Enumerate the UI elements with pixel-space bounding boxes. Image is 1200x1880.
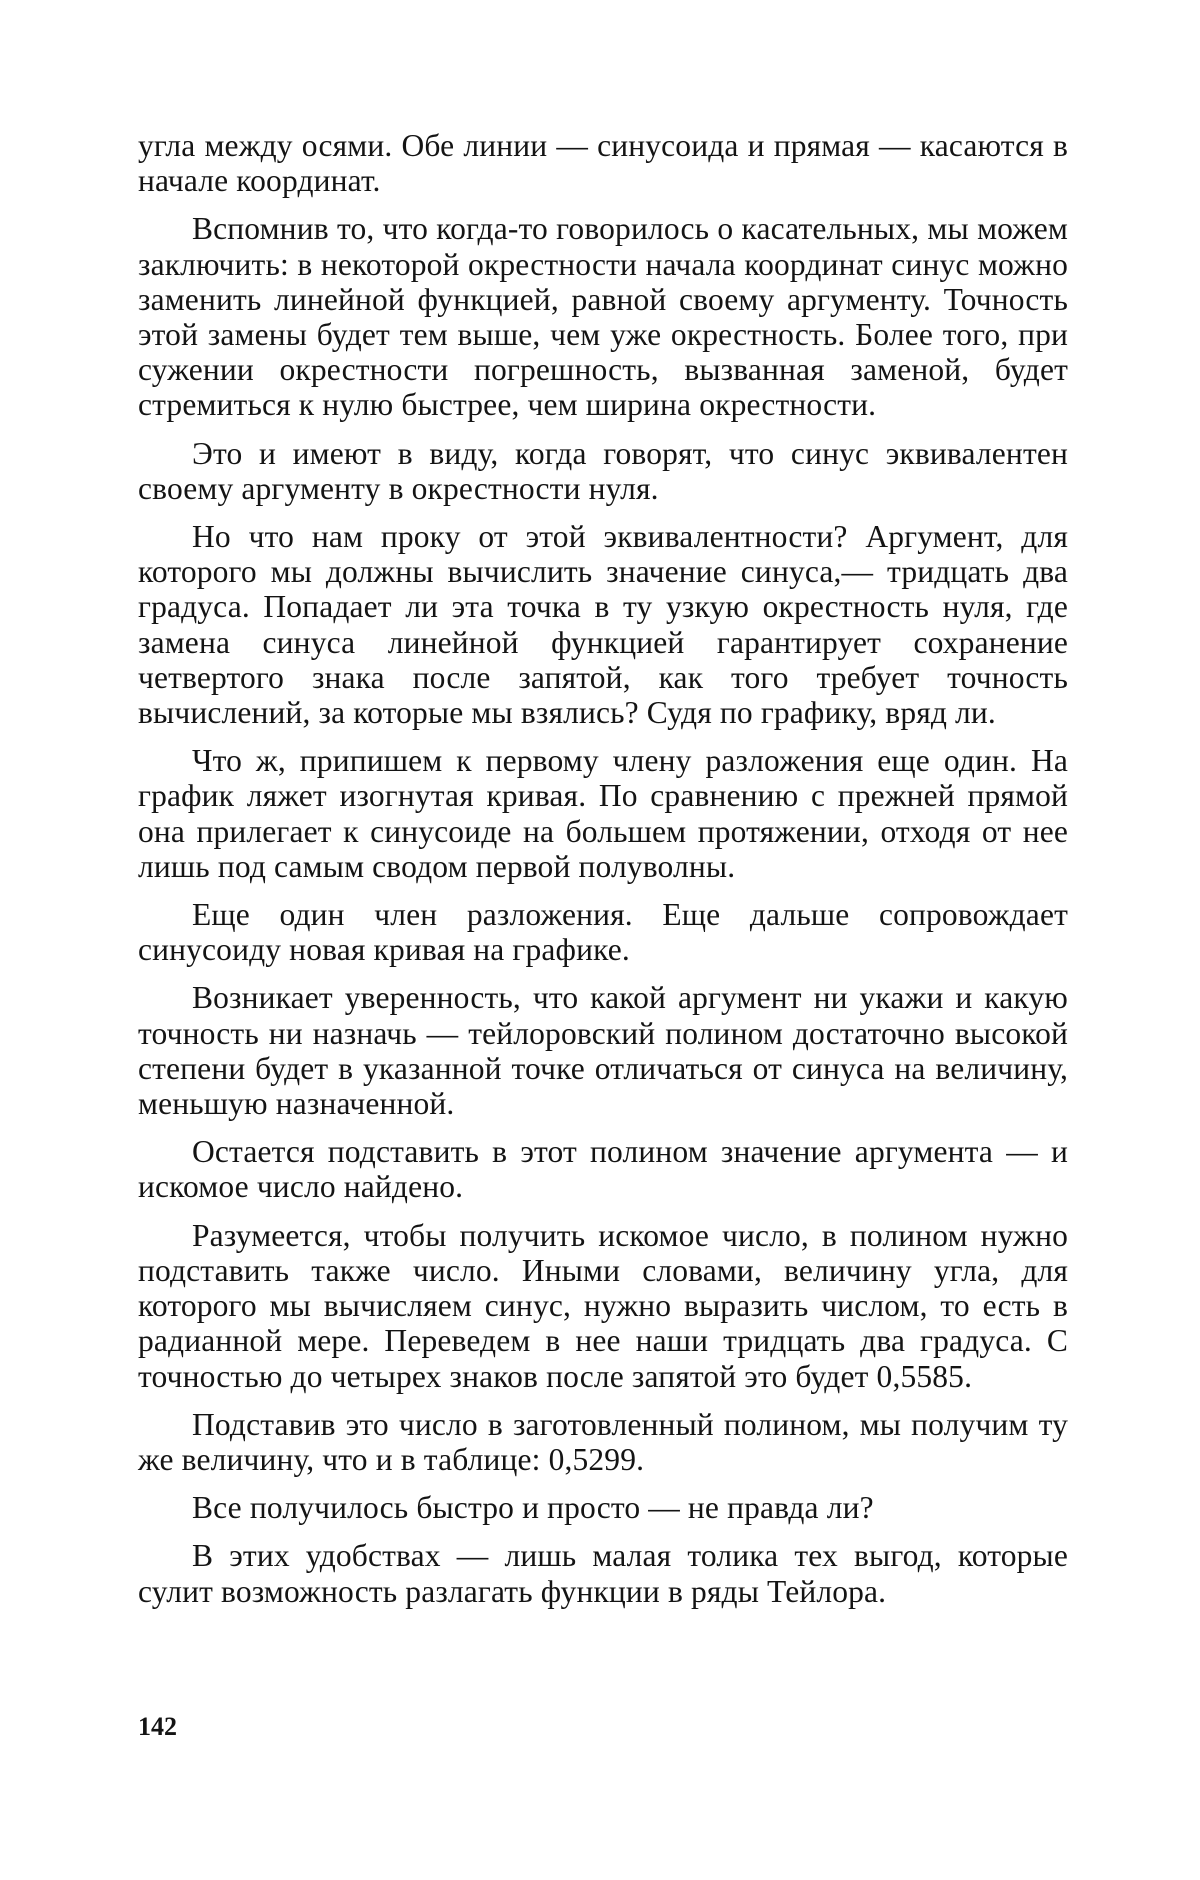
page-number: 142 <box>138 1712 177 1741</box>
paragraph: Что ж, припишем к первому члену разложения еще один. На график ляжет изогнутая кривая. По сравнению с прежней прямой она прилегает к синусоиде на большем протяжении, отходя от нее лишь под самым сводом первой полуволны. <box>138 743 1068 884</box>
paragraph: Еще один член разложения. Еще дальше сопровождает синусоиду новая кривая на графике. <box>138 897 1068 968</box>
paragraph: Остается подставить в этот полином значение аргумента — и искомое число найдено. <box>138 1134 1068 1205</box>
paragraph: угла между осями. Обе линии — синусоида и прямая — касаются в начале координат. <box>138 128 1068 199</box>
paragraph: Но что нам проку от этой эквивалентности? Аргумент, для которого мы должны вычислить значение синуса,— тридцать два градуса. Попадает ли эта точка в ту узкую окрестность нуля, где замена синуса линейной функцией гарантирует сохранение четвертого знака после запятой, как того требует точность вычислений, за которые мы взялись? Судя по графику, вряд ли. <box>138 519 1068 731</box>
paragraph: Разумеется, чтобы получить искомое число, в полином нужно подставить также число. Иными словами, величину угла, для которого мы вычисляем синус, нужно выразить числом, то есть в радианной мере. Переведем в нее наши тридцать два градуса. С точностью до четырех знаков после запятой это будет 0,5585. <box>138 1217 1068 1394</box>
paragraph: Это и имеют в виду, когда говорят, что синус эквивалентен своему аргументу в окрестности нуля. <box>138 435 1068 506</box>
paragraph: Возникает уверенность, что какой аргумент ни укажи и какую точность ни назначь — тейлоровский полином достаточно высокой степени будет в указанной точке отличаться от синуса на величину, меньшую назначенной. <box>138 980 1068 1122</box>
paragraph: Все получилось быстро и просто — не правда ли? <box>192 1490 874 1526</box>
body-text <box>138 128 1068 1622</box>
paragraph: В этих удобствах — лишь малая толика тех выгод, которые сулит возможность разлагать функции в ряды Тейлора. <box>138 1538 1068 1609</box>
paragraph: Подставив это число в заготовленный полином, мы получим ту же величину, что и в таблице: 0,5299. <box>138 1406 1068 1477</box>
paragraph: Вспомнив то, что когда-то говорилось о касательных, мы можем заключить: в некоторой окрестности начала координат синус можно заменить линейной функцией, равной своему аргументу. Точность этой замены будет тем выше, чем уже окрестность. Более того, при сужении окрестности погрешность, вызванная заменой, будет стремиться к нулю быстрее, чем ширина окрестности. <box>138 211 1068 423</box>
